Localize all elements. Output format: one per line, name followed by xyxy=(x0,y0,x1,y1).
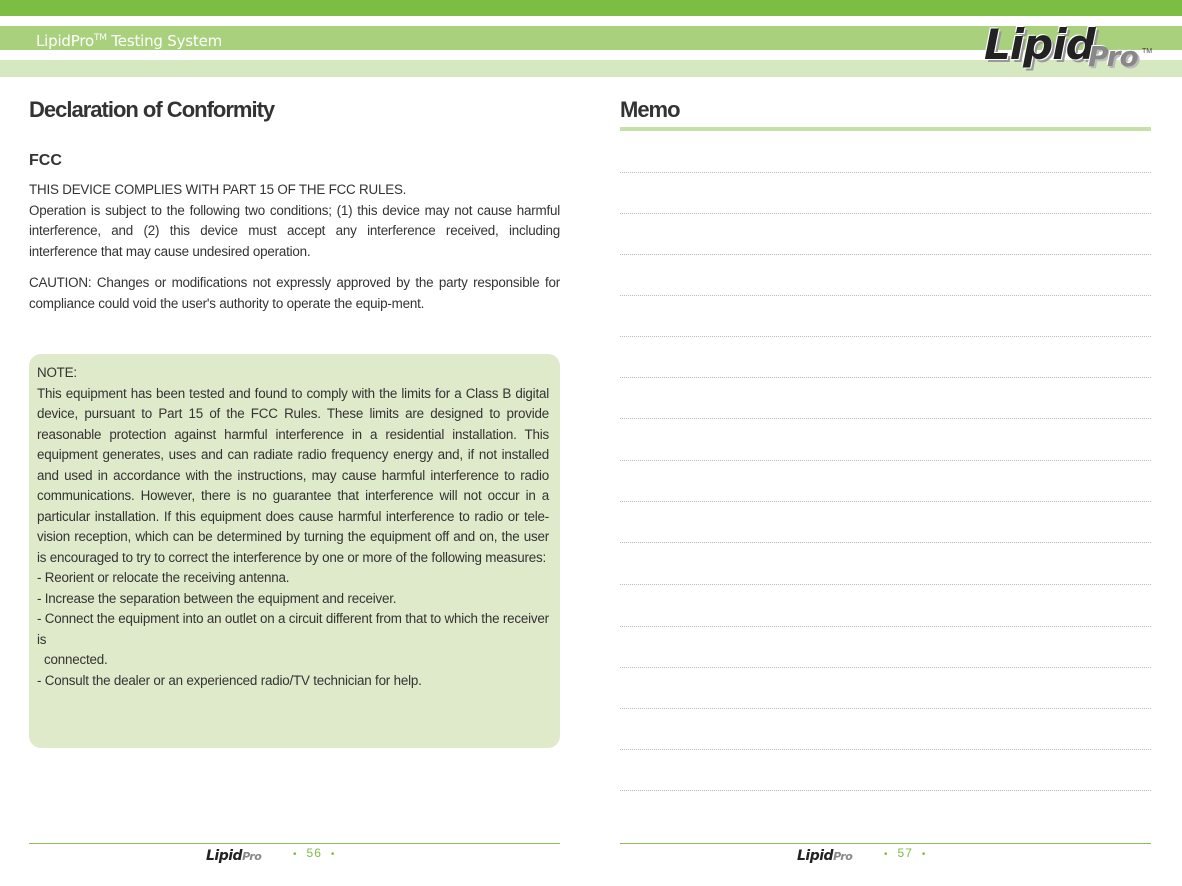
note-bullet-1: - Reorient or relocate the receiving antenna. xyxy=(37,570,290,585)
page-number-value: 57 xyxy=(897,846,913,860)
footer-logo-left: LipidPro xyxy=(206,848,262,864)
memo-line xyxy=(620,626,1151,627)
footer-logo-right: LipidPro xyxy=(797,848,853,864)
note-body: This equipment has been tested and found to comply with the limits for a Class B digital device, pursuant to Part 15 of the FCC Rules. These limits are designed to provide reasonable protection against harmful interference in a residential installation. This equipment generates, uses and can radiate radio frequency energy and, if not installed and used in accordance with the instructions, may cause harmful interference to radio communications. However, there is no guarantee that interference will not occur in a particular installation. If this equipment does cause harmful interference to radio or tele-vision reception, which can be determined by turning the equipment off and on, the user is encouraged to try to correct the interference by one or more of the following measures: xyxy=(37,385,549,565)
memo-line xyxy=(620,336,1151,337)
header-title-tm: TM xyxy=(93,33,107,43)
footer-rule-right xyxy=(620,843,1151,844)
logo-pro-text: Pro xyxy=(1088,40,1138,73)
note-bullet-3b: connected. xyxy=(37,652,108,667)
note-content xyxy=(37,363,549,691)
page-number-left: • 56 • xyxy=(293,846,336,860)
header-title xyxy=(36,29,222,50)
lipidpro-logo xyxy=(984,20,1156,76)
note-box xyxy=(29,354,560,748)
memo-line xyxy=(620,749,1151,750)
memo-title-rule xyxy=(620,127,1151,131)
fcc-conditions-paragraph: Operation is subject to the following two conditions; (1) this device may not cause harmful interference, and (2) this device must accept any interference received, including interference that may cause undesired operation. xyxy=(29,202,560,259)
note-bullet-2: - Increase the separation between the equipment and receiver. xyxy=(37,590,397,606)
memo-line xyxy=(620,501,1151,502)
note-bullet-3a: - Connect the equipment into an outlet on a circuit different from that to which the receiver is xyxy=(37,611,549,647)
memo-line xyxy=(620,584,1151,585)
memo-line xyxy=(620,708,1151,709)
page-title-memo: Memo xyxy=(620,97,680,122)
memo-line xyxy=(620,213,1151,214)
page-title-declaration: Declaration of Conformity xyxy=(29,97,275,122)
note-label: NOTE: xyxy=(37,365,77,380)
memo-line xyxy=(620,418,1151,419)
memo-line xyxy=(620,667,1151,668)
logo-tm-text: TM xyxy=(1142,48,1153,55)
header-title-rest: Testing System xyxy=(106,32,223,50)
section-title-fcc: FCC xyxy=(29,152,62,169)
memo-line xyxy=(620,460,1151,461)
page-number-value: 56 xyxy=(306,846,322,860)
memo-line xyxy=(620,542,1151,543)
memo-line xyxy=(620,790,1151,791)
fcc-compliance-statement xyxy=(29,180,560,262)
memo-line xyxy=(620,172,1151,173)
memo-line xyxy=(620,254,1151,255)
page-number-right: • 57 • xyxy=(884,846,927,860)
note-bullet-4: - Consult the dealer or an experienced radio/TV technician for help. xyxy=(37,672,422,688)
memo-line xyxy=(620,377,1151,378)
logo-lipid-text: Lipid xyxy=(984,20,1095,69)
footer-rule-left xyxy=(29,843,560,844)
header-band-top xyxy=(0,0,1182,16)
memo-line xyxy=(620,295,1151,296)
fcc-line1: THIS DEVICE COMPLIES WITH PART 15 OF THE FCC RULES. xyxy=(29,182,407,197)
header-title-main: LipidPro xyxy=(36,32,94,50)
caution-paragraph: CAUTION: Changes or modifications not expressly approved by the party responsible for compliance could void the user's authority to operate the equip-ment. xyxy=(29,275,560,311)
